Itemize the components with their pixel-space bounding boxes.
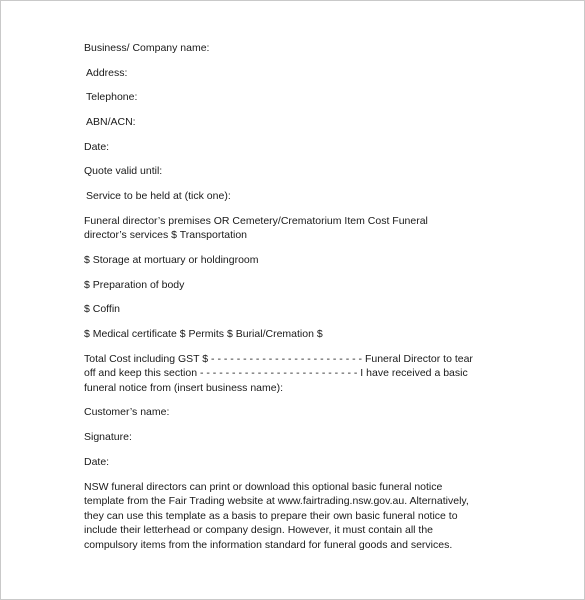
document-body [84, 41, 504, 562]
signature-field: Signature: [84, 431, 132, 444]
premises-line-1: Funeral director’s premises OR Cemetery/Crematorium Item Cost Funeral [84, 214, 428, 227]
total-cost-block [84, 352, 504, 396]
customer-name-field: Customer’s name: [84, 406, 170, 419]
footer-line-2: template from the Fair Trading website at www.fairtrading.nsw.gov.au. Alternatively, [84, 495, 469, 507]
total-line-3: funeral notice from (insert business name): [84, 381, 284, 394]
cost-item-storage: $ Storage at mortuary or holdingroom [84, 254, 259, 266]
premises-block [84, 214, 504, 243]
quote-valid-until-field: Quote valid until: [84, 165, 163, 178]
service-location-field: Service to be held at (tick one): [86, 190, 231, 203]
cost-item-certificates: $ Medical certificate $ Permits $ Burial/Cremation $ [84, 328, 323, 341]
footer-line-4: include their letterhead or company design. However, it must contain all the [84, 524, 434, 536]
footer-line-3: they can use this template as a basis to prepare their own basic funeral notice to [84, 509, 458, 522]
footer-line-1: NSW funeral directors can print or download this optional basic funeral notice [84, 480, 443, 493]
footer-note [84, 480, 504, 553]
footer-line-5: compulsory items from the information standard for funeral goods and services. [84, 538, 453, 551]
cost-item-coffin: $ Coffin [84, 303, 120, 316]
telephone-field: Telephone: [86, 91, 138, 104]
receipt-date-field: Date: [84, 455, 110, 468]
premises-line-2: director’s services $ Transportation [84, 229, 248, 242]
business-name-field: Business/ Company name: [84, 42, 210, 54]
abn-acn-field: ABN/ACN: [86, 116, 136, 129]
cost-item-preparation: $ Preparation of body [84, 278, 185, 291]
date-field: Date: [84, 140, 110, 153]
address-field: Address: [86, 66, 128, 79]
total-line-2: off and keep this section - - - - - - - - - - - - - - - - - - - - - - - - - I have received a basic [84, 367, 468, 380]
total-line-1: Total Cost including GST $ - - - - - - - - - - - - - - - - - - - - - - - - Funeral Director to tear [84, 352, 473, 365]
